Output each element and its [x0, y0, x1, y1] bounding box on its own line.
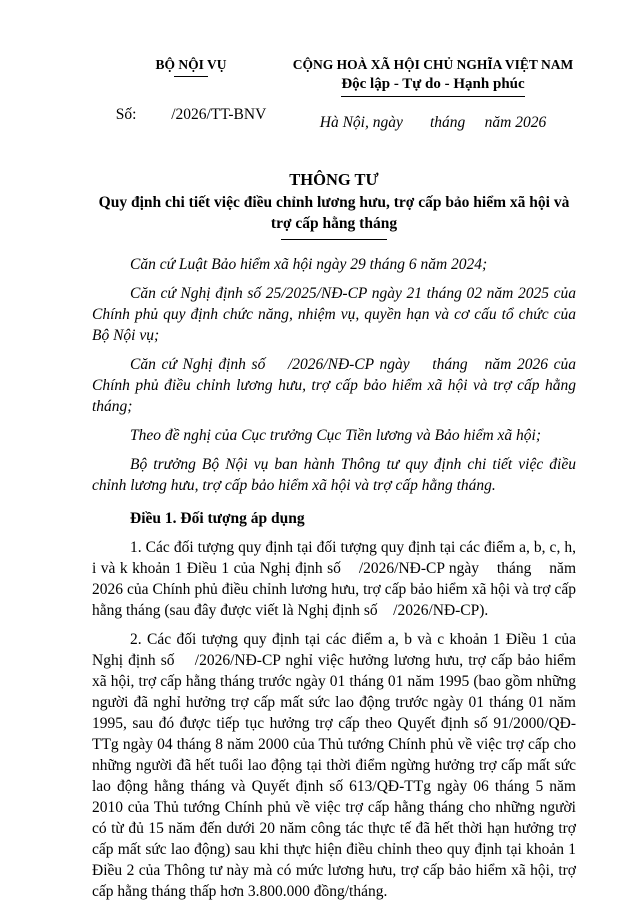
national-motto: Độc lập - Tự do - Hạnh phúc: [341, 75, 524, 97]
document-subject-title: Quy định chi tiết việc điều chỉnh lương hưu, trợ cấp bảo hiểm xã hội và trợ cấp hằng tháng: [98, 194, 570, 232]
title-underline: [281, 239, 387, 240]
article-1-clause-1: 1. Các đối tượng quy định tại đối tượng quy định tại các điểm a, b, c, h, i và k khoản 1 Điều 1 của Nghị định số /2026/NĐ-CP ngày tháng năm 2026 của Chính phủ điều chỉnh lương hưu, trợ cấp bảo hiểm xã hội và trợ cấp hằng tháng (sau đây được viết là Nghị định số /2026/NĐ-CP).: [92, 539, 576, 619]
preamble-paragraph: Căn cứ Luật Bảo hiểm xã hội ngày 29 tháng 6 năm 2024;: [130, 256, 488, 273]
agency-underline: [174, 76, 208, 77]
document-type-title: THÔNG TƯ: [289, 170, 379, 189]
document-number: Số: /2026/TT-BNV: [115, 106, 267, 123]
preamble-paragraph: Theo đề nghị của Cục trưởng Cục Tiền lương và Bảo hiểm xã hội;: [130, 427, 541, 444]
issuing-agency-name: BỘ NỘI VỤ: [155, 57, 227, 72]
preamble-paragraph: Bộ trưởng Bộ Nội vụ ban hành Thông tư quy định chi tiết việc điều chỉnh lương hưu, trợ cấp bảo hiểm xã hội và trợ cấp hằng tháng.: [92, 456, 576, 494]
preamble-paragraph: Căn cứ Nghị định số 25/2025/NĐ-CP ngày 21 tháng 02 năm 2025 của Chính phủ quy định chức năng, nhiệm vụ, quyền hạn và cơ cấu tổ chức của Bộ Nội vụ;: [92, 285, 576, 344]
document-title-block: [92, 169, 576, 240]
place-and-date: Hà Nội, ngày tháng năm 2026: [319, 114, 547, 131]
article-1-heading: Điều 1. Đối tượng áp dụng: [130, 510, 305, 527]
issuing-agency-block: [92, 56, 290, 125]
document-body: [92, 254, 576, 902]
preamble-paragraph: Căn cứ Nghị định số /2026/NĐ-CP ngày tháng năm 2026 của Chính phủ điều chỉnh lương hưu, trợ cấp bảo hiểm xã hội và trợ cấp hằng tháng;: [92, 356, 576, 415]
document-header: [92, 56, 576, 133]
national-header-block: [290, 56, 576, 133]
national-title: CỘNG HOÀ XÃ HỘI CHỦ NGHĨA VIỆT NAM: [292, 57, 574, 72]
article-1-clause-2: 2. Các đối tượng quy định tại các điểm a, b và c khoản 1 Điều 1 của Nghị định số /2026/NĐ-CP nghỉ việc hưởng lương hưu, trợ cấp bảo hiểm xã hội, trợ cấp hằng tháng trước ngày 01 tháng 01 năm 1995 (bao gồm những người đã nghỉ hưởng trợ cấp mất sức lao động trước ngày 01 tháng 01 năm 1995, sau đó được tiếp tục hưởng trợ cấp theo Quyết định số 91/2000/QĐ-TTg ngày 04 tháng 8 năm 2000 của Thủ tướng Chính phủ về việc trợ cấp cho những người đã hết tuổi lao động tại thời điểm ngừng hưởng trợ cấp mất sức lao động hằng tháng và Quyết định số 613/QĐ-TTg ngày 06 tháng 5 năm 2010 của Thủ tướng Chính phủ về việc trợ cấp hằng tháng cho những người có từ đủ 15 năm đến dưới 20 năm công tác thực tế đã hết thời hạn hưởng trợ cấp mất sức lao động) sau khi thực hiện điều chỉnh theo quy định tại khoản 1 Điều 2 của Thông tư này mà có mức lương hưu, trợ cấp bảo hiểm xã hội, trợ cấp hằng tháng thấp hơn 3.800.000 đồng/tháng.: [92, 631, 576, 900]
